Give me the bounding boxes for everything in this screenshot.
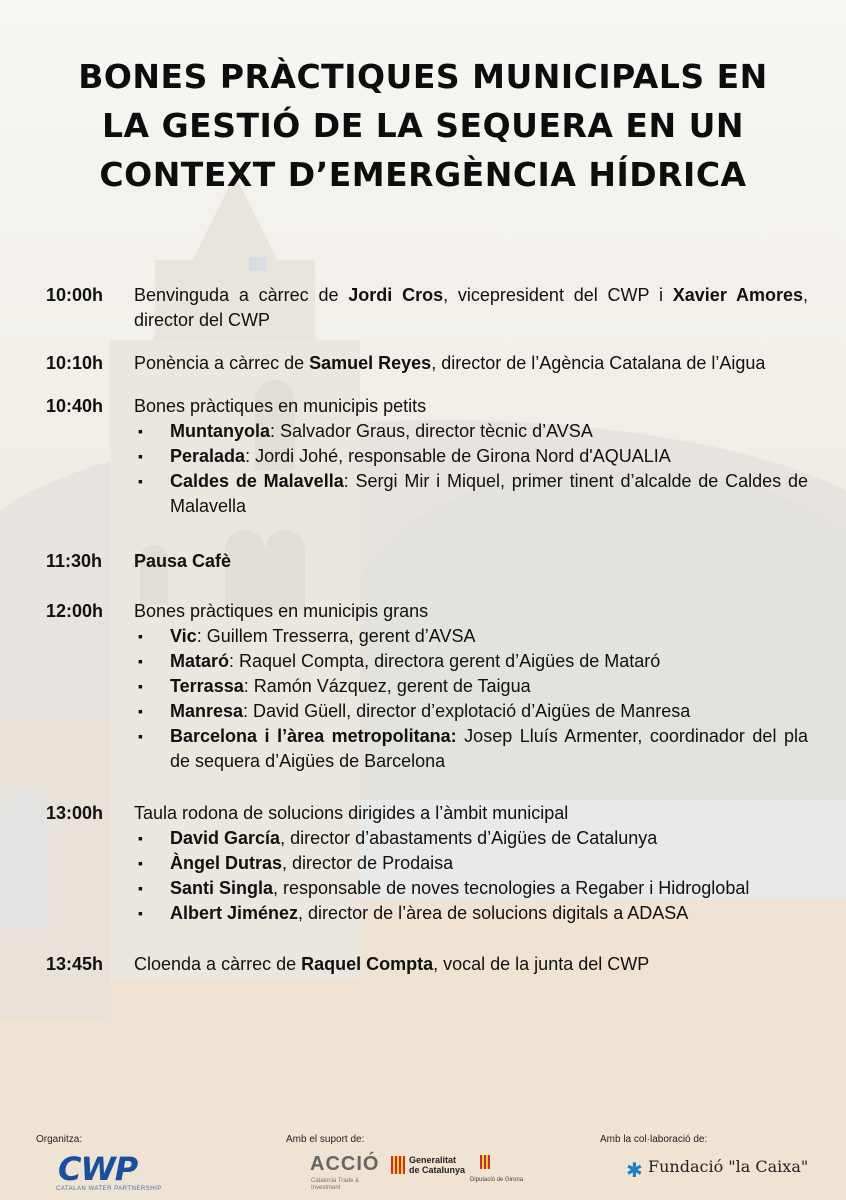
- list-item: ▪ Barcelona i l’àrea metropolitana: Josep Lluís Armenter, coordinador del pla de sequera d’Aigües de Barcelona: [138, 726, 808, 771]
- agenda-time: 11:30h: [46, 551, 103, 571]
- list-item: ▪ Caldes de Malavella: Sergi Mir i Miquel, primer tinent d’alcalde de Caldes de Malavella: [138, 471, 808, 516]
- bullet-icon: ▪: [138, 423, 143, 439]
- speaker-name: Raquel Compta: [301, 954, 434, 974]
- list-item: ▪ Peralada: Jordi Johé, responsable de Girona Nord d'AQUALIA: [134, 444, 808, 469]
- caixa-star-icon: ✱: [626, 1160, 643, 1182]
- speaker-name: Jordi Cros: [348, 285, 444, 305]
- title-line-3: CONTEXT D’EMERGÈNCIA HÍDRICA: [99, 155, 747, 194]
- agenda-item-large-municipalities: [46, 599, 808, 774]
- list-item: ▪ David García, director d’abastaments d’Aigües de Catalunya: [134, 826, 808, 851]
- generalitat-flag-icon: [391, 1156, 405, 1174]
- list-item: ▪ Mataró: Raquel Compta, directora gerent d’Aigües de Mataró: [134, 649, 808, 674]
- list-item: ▪ Manresa: David Güell, director d’explotació d’Aigües de Manresa: [134, 699, 808, 724]
- title-line-1: BONES PRÀCTIQUES MUNICIPALS EN: [78, 57, 768, 96]
- diputacio-logo: Diputació de Girona: [470, 1177, 524, 1183]
- agenda-time: 13:45h: [46, 954, 104, 974]
- generalitat-logo: Generalitat de Catalunya: [409, 1155, 466, 1175]
- list-item: ▪ Santi Singla, responsable de noves tecnologies a Regaber i Hidroglobal: [134, 876, 808, 901]
- support-label: Amb el suport de:: [286, 1134, 365, 1145]
- organizer-label: Organitza:: [36, 1134, 83, 1145]
- agenda-item-closing: 13:45h Cloenda a càrrec de Raquel Compta, vocal de la junta del CWP: [46, 952, 808, 977]
- list-item: ▪ Àngel Dutras, director de Prodaisa: [134, 851, 808, 876]
- list-item: ▪ Muntanyola: Salvador Graus, director tècnic d’AVSA: [134, 419, 808, 444]
- section-heading: Bones pràctiques en municipis petits: [134, 396, 427, 416]
- agenda-item-round-table: [46, 801, 808, 926]
- bullet-icon: ▪: [138, 728, 143, 744]
- agenda-time: 13:00h: [46, 803, 104, 823]
- agenda: [46, 283, 808, 977]
- fundacio-la-caixa-logo: Fundació "la Caixa": [648, 1157, 809, 1176]
- diputacio-shield-icon: [480, 1155, 490, 1169]
- speaker-list: [134, 826, 808, 926]
- bullet-icon: ▪: [138, 855, 143, 871]
- agenda-time: 10:10h: [46, 353, 104, 373]
- bullet-icon: ▪: [138, 448, 143, 464]
- speaker-name: Xavier Amores: [672, 285, 803, 305]
- bullet-icon: ▪: [138, 628, 143, 644]
- bullet-icon: ▪: [138, 905, 143, 921]
- bullet-icon: ▪: [138, 653, 143, 669]
- agenda-item-small-municipalities: [46, 394, 808, 519]
- agenda-item-talk: 10:10h Ponència a càrrec de Samuel Reyes, director de l’Agència Catalana de l’Aigua: [46, 351, 808, 376]
- page-title: [40, 52, 806, 199]
- cwp-logo: CWP: [58, 1150, 138, 1188]
- agenda-time: 10:00h: [46, 285, 104, 305]
- title-line-2: LA GESTIÓ DE LA SEQUERA EN UN: [102, 106, 744, 145]
- agenda-time: 12:00h: [46, 601, 104, 621]
- speaker-list: [134, 624, 808, 774]
- agenda-time: 10:40h: [46, 396, 104, 416]
- list-item: ▪ Albert Jiménez, director de l’àrea de solucions digitals a ADASA: [134, 901, 808, 926]
- bullet-icon: ▪: [138, 473, 143, 489]
- accio-logo: ACCIÓ: [310, 1153, 380, 1175]
- bullet-icon: ▪: [138, 703, 143, 719]
- bullet-icon: ▪: [138, 678, 143, 694]
- speaker-list: [134, 419, 808, 519]
- agenda-item-break: [46, 549, 808, 574]
- agenda-item-welcome: 10:00h Benvinguda a càrrec de Jordi Cros, vicepresident del CWP i Xavier Amores, director del CWP: [46, 283, 808, 333]
- bullet-icon: ▪: [138, 880, 143, 896]
- list-item: ▪ Terrassa: Ramón Vázquez, gerent de Taigua: [134, 674, 808, 699]
- accio-logo-subtitle: Catalonia Trade & Investment: [311, 1178, 360, 1191]
- bullet-icon: ▪: [138, 830, 143, 846]
- section-heading: Bones pràctiques en municipis grans: [134, 601, 429, 621]
- section-heading: Pausa Cafè: [134, 551, 232, 571]
- speaker-name: Samuel Reyes: [309, 353, 432, 373]
- section-heading: Taula rodona de solucions dirigides a l’àmbit municipal: [134, 803, 569, 823]
- list-item: ▪ Vic: Guillem Tresserra, gerent d’AVSA: [134, 624, 808, 649]
- cwp-logo-subtitle: CATALAN WATER PARTNERSHIP: [56, 1186, 162, 1192]
- collaboration-label: Amb la col·laboració de:: [600, 1134, 708, 1145]
